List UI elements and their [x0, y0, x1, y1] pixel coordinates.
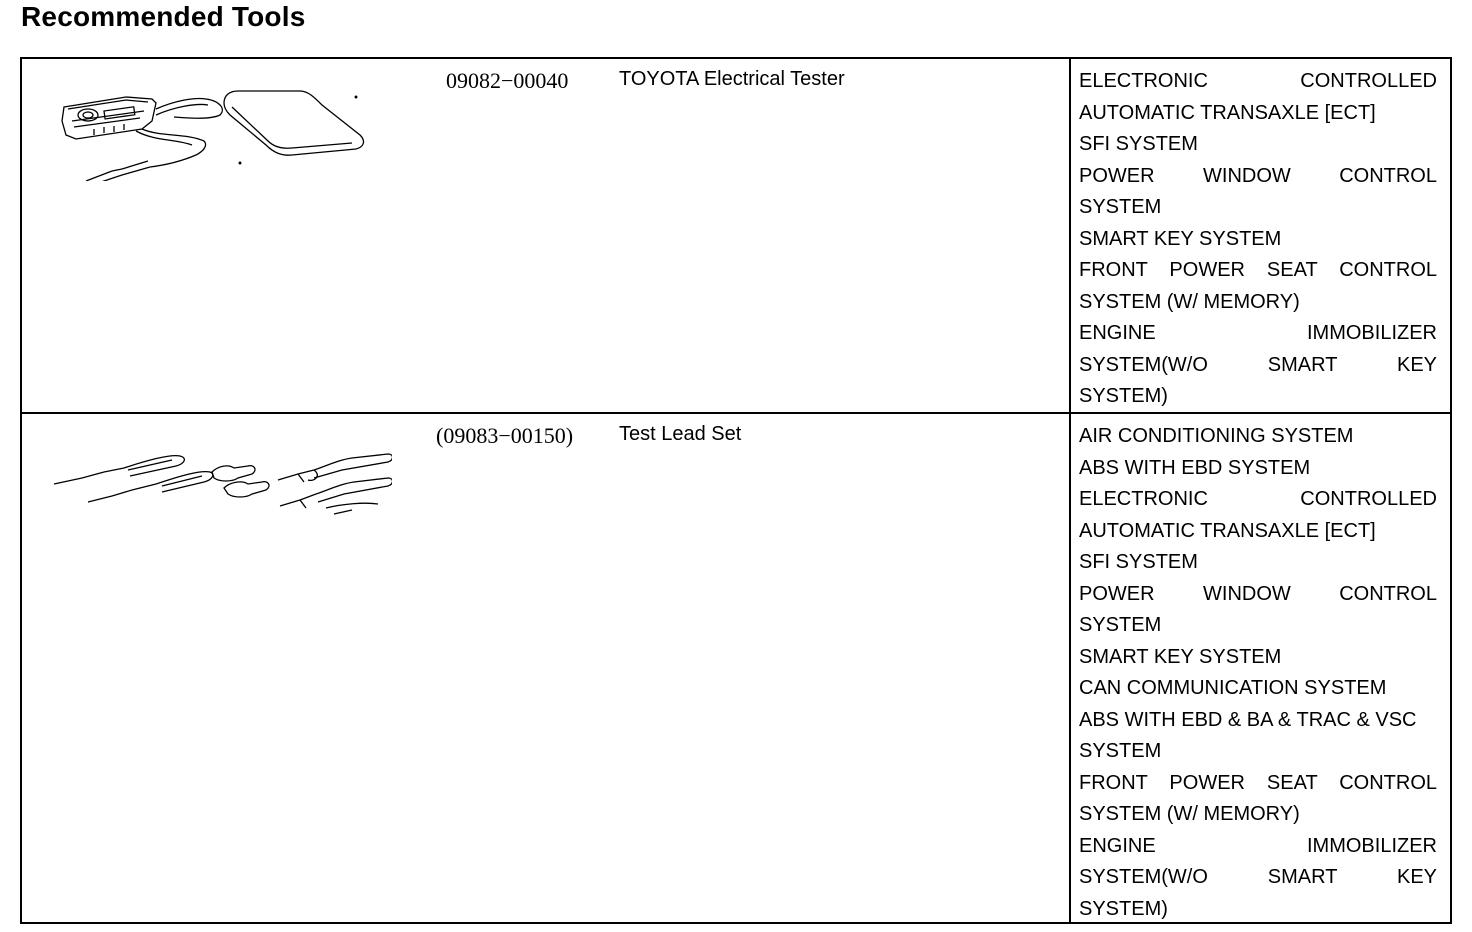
- system-line: ELECTRONIC CONTROLLED: [1079, 488, 1437, 510]
- applicable-systems-list: [1079, 66, 1437, 413]
- system-line: ENGINE IMMOBILIZER: [1079, 834, 1437, 857]
- system-line: SMART KEY SYSTEM: [1079, 645, 1282, 668]
- system-line: ENGINE IMMOBILIZER: [1079, 322, 1437, 344]
- part-number: 09082−00040: [446, 68, 569, 93]
- system-line: ABS WITH EBD SYSTEM: [1079, 456, 1311, 479]
- system-line: POWER WINDOW CONTROL: [1079, 582, 1437, 605]
- test-lead-set-icon: [52, 436, 392, 531]
- system-line: SYSTEM(W/O SMART KEY: [1079, 353, 1437, 376]
- recommended-tools-table: [20, 57, 1452, 924]
- system-line: SYSTEM (W/ MEMORY): [1079, 290, 1300, 313]
- tool-name: TOYOTA Electrical Tester: [619, 68, 845, 90]
- system-line: SFI SYSTEM: [1079, 133, 1198, 155]
- system-line: SYSTEM: [1079, 740, 1162, 762]
- system-line: SYSTEM(W/O SMART KEY: [1079, 866, 1437, 888]
- system-line: SYSTEM: [1079, 196, 1162, 218]
- column-divider: [1069, 59, 1071, 922]
- system-line: AUTOMATIC TRANSAXLE [ECT]: [1079, 101, 1376, 124]
- page-title: Recommended Tools: [21, 1, 306, 32]
- system-line: FRONT POWER SEAT CONTROL: [1079, 771, 1437, 794]
- part-number: (09083−00150): [436, 423, 574, 448]
- system-line: SYSTEM): [1079, 897, 1168, 920]
- system-line: ABS WITH EBD & BA & TRAC & VSC: [1079, 708, 1417, 731]
- system-line: SFI SYSTEM: [1079, 551, 1198, 573]
- system-line: SYSTEM: [1079, 614, 1162, 636]
- system-line: ELECTRONIC CONTROLLED: [1079, 70, 1437, 92]
- system-line: SYSTEM): [1079, 385, 1168, 407]
- tool-name: Test Lead Set: [619, 423, 742, 445]
- system-line: CAN COMMUNICATION SYSTEM: [1079, 677, 1387, 699]
- tool-row-test-lead-set: [22, 414, 1450, 922]
- tool-row-electrical-tester: [22, 59, 1450, 414]
- system-line: SMART KEY SYSTEM: [1079, 227, 1282, 250]
- applicable-systems-list: [1079, 421, 1437, 925]
- system-line: POWER WINDOW CONTROL: [1079, 164, 1437, 187]
- system-line: AIR CONDITIONING SYSTEM: [1079, 425, 1354, 447]
- system-line: FRONT POWER SEAT CONTROL: [1079, 259, 1437, 281]
- electrical-tester-icon: [56, 85, 376, 186]
- system-line: SYSTEM (W/ MEMORY): [1079, 803, 1300, 825]
- system-line: AUTOMATIC TRANSAXLE [ECT]: [1079, 519, 1376, 542]
